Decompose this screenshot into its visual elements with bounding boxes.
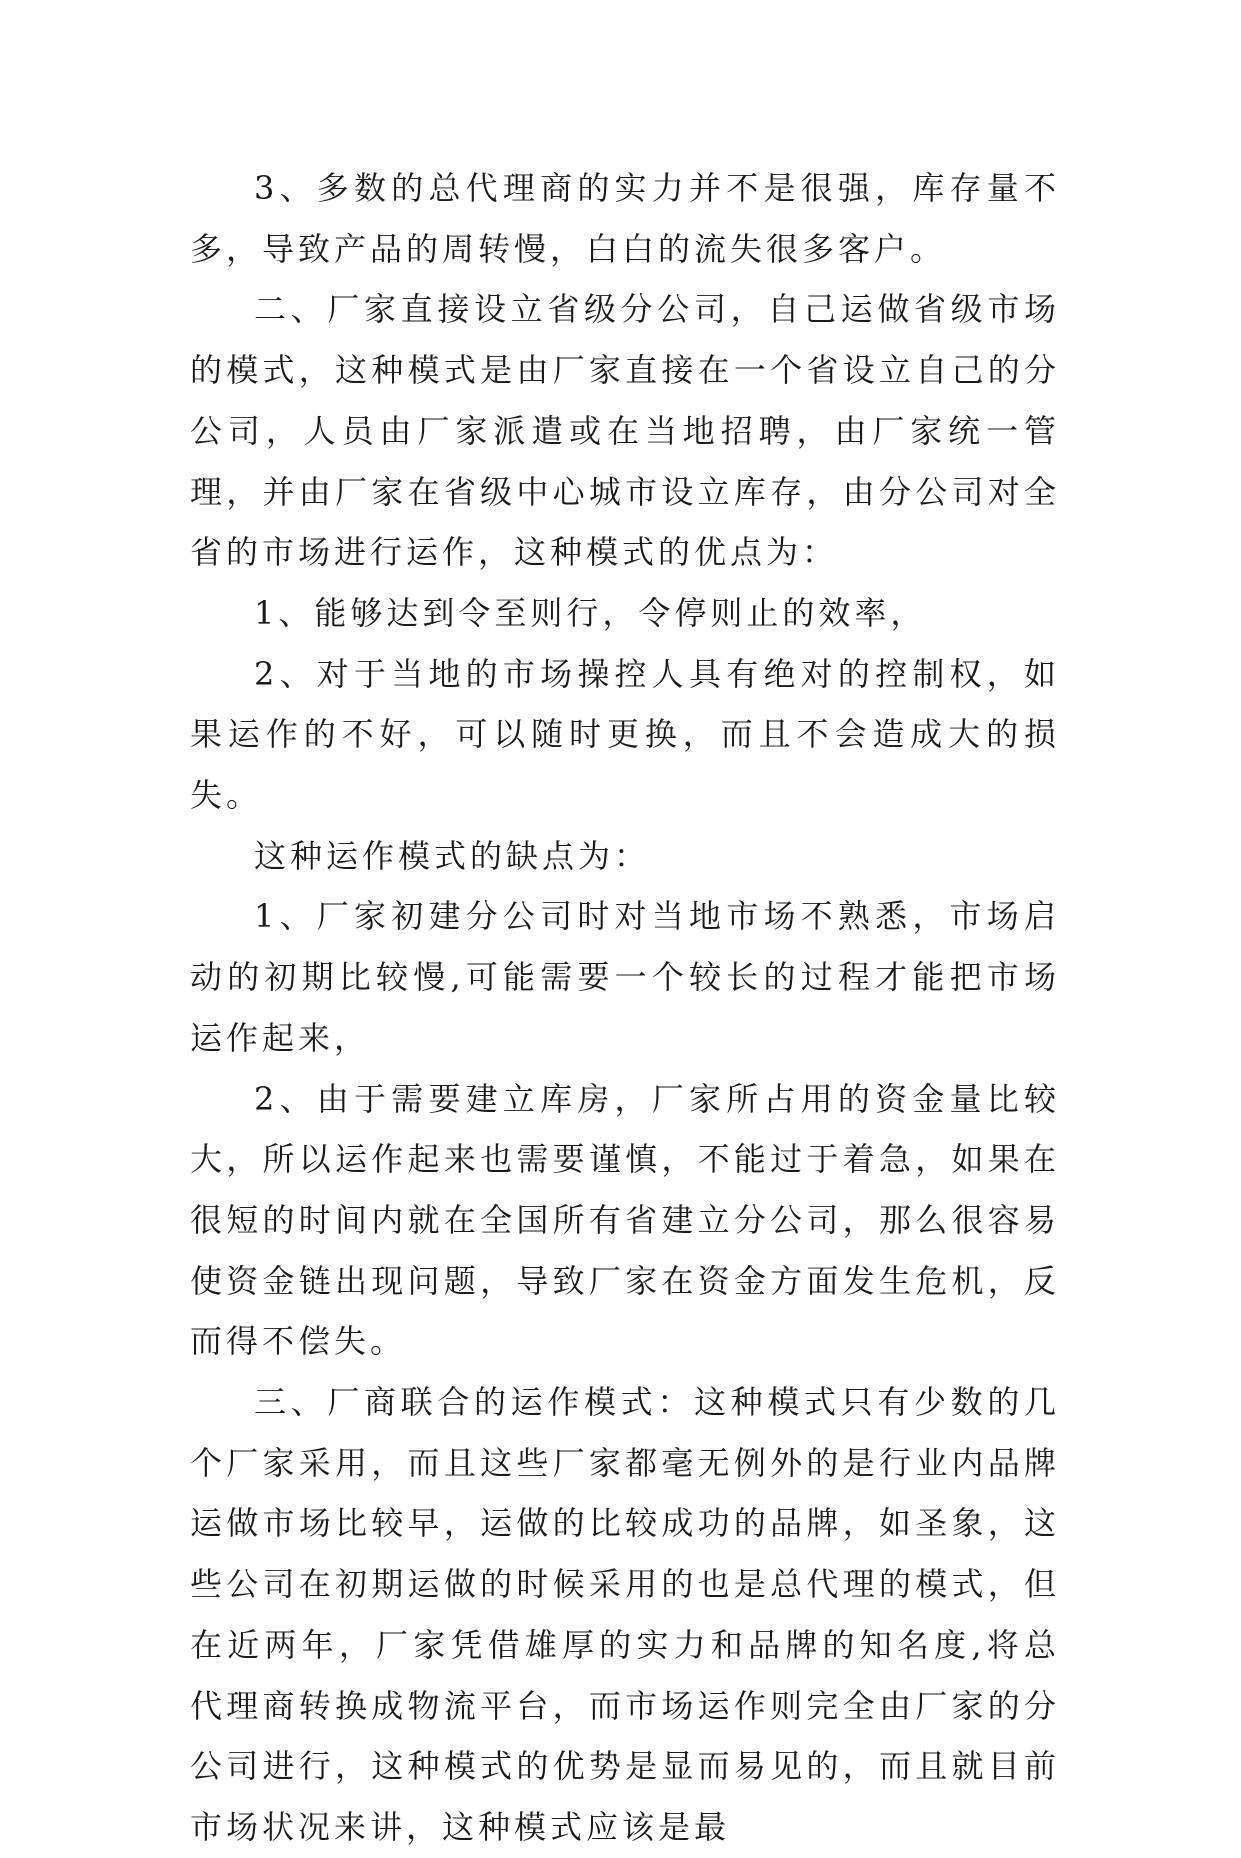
paragraph-3: 1、能够达到令至则行，令停则止的效率， <box>254 593 927 632</box>
document-body <box>190 158 1060 1858</box>
paragraph-2: 二、厂家直接设立省级分公司，自己运做省级市场的模式，这种模式是由厂家直接在一个省设立自己的分公司，人员由厂家派遣或在当地招聘，由厂家统一管理，并由厂家在省级中心城市设立库存，由分公司对全省的市场进行运作，这种模式的优点为： <box>190 290 1060 572</box>
paragraph-7: 2、由于需要建立库房，厂家所占用的资金量比较大，所以运作起来也需要谨慎，不能过于着急，如果在很短的时间内就在全国所有省建立分公司，那么很容易使资金链出现问题，导致厂家在资金方面发生危机，反而得不偿失。 <box>190 1079 1060 1361</box>
paragraph-6: 1、厂家初建分公司时对当地市场不熟悉，市场启动的初期比较慢,可能需要一个较长的过程才能把市场运作起来， <box>190 897 1060 1057</box>
paragraph-1: 3、多数的总代理商的实力并不是很强，库存量不多，导致产品的周转慢，白白的流失很多客户。 <box>190 169 1060 268</box>
paragraph-5: 这种运作模式的缺点为： <box>254 836 651 875</box>
paragraph-4: 2、对于当地的市场操控人具有绝对的控制权，如果运作的不好，可以随时更换，而且不会造成大的损失。 <box>190 654 1060 815</box>
paragraph-8: 三、厂商联合的运作模式：这种模式只有少数的几个厂家采用，而且这些厂家都毫无例外的是行业内品牌运做市场比较早，运做的比较成功的品牌，如圣象，这些公司在初期运做的时候采用的也是总代理的模式，但在近两年，厂家凭借雄厚的实力和品牌的知名度,将总代理商转换成物流平台，而市场运作则完全由厂家的分公司进行，这种模式的优势是显而易见的，而且就目前市场状况来讲，这种模式应该是最 <box>190 1383 1060 1846</box>
